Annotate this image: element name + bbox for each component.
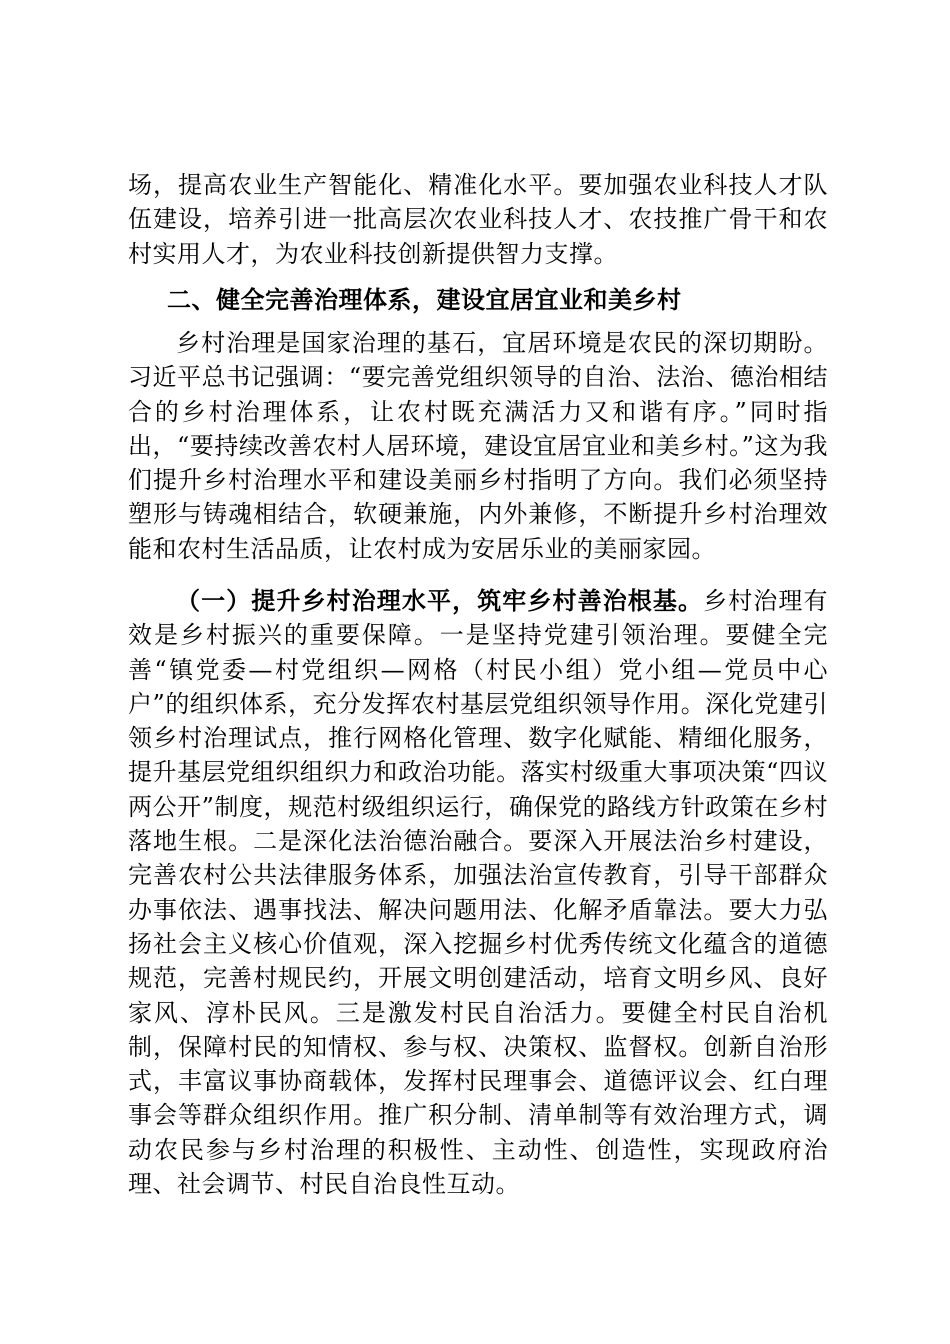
paragraph-subsection-1 xyxy=(128,584,828,1201)
section-heading: 二、健全完善治理体系，建设宜居宜业和美乡村 xyxy=(167,285,682,314)
subsection-body: 乡村治理有效是乡村振兴的重要保障。一是坚持党建引领治理。要健全完善“镇党委—村党组织—网格（村民小组）党小组—党员中心户”的组织体系，充分发挥农村基层党组织领导作用。深化党建引领乡村治理试点，推行网格化管理、数字化赋能、精细化服务，提升基层党组织组织力和政治功能。落实村级重大事项决策“四议两公开”制度，规范村级组织运行，确保党的路线方针政策在乡村落地生根。二是深化法治德治融合。要深入开展法治乡村建设，完善农村公共法律服务体系，加强法治宣传教育，引导干部群众办事依法、遇事找法、解决问题用法、化解矛盾靠法。要大力弘扬社会主义核心价值观，深入挖掘乡村优秀传统文化蕴含的道德规范，完善村规民约，开展文明创建活动，培育文明乡风、良好家风、淳朴民风。三是激发村民自治活力。要健全村民自治机制，保障村民的知情权、参与权、决策权、监督权。创新自治形式，丰富议事协商载体，发挥村民理事会、道德评议会、红白理事会等群众组织作用。推广积分制、清单制等有效治理方式，调动农民参与乡村治理的积极性、主动性、创造性，实现政府治理、社会调节、村民自治良性互动。 xyxy=(128,587,829,1199)
subsection-lead: （一）提升乡村治理水平，筑牢乡村善治根基。 xyxy=(176,586,704,615)
paragraph-intro: 乡村治理是国家治理的基石，宜居环境是农民的深切期盼。习近平总书记强调：“要完善党组织领导的自治、法治、德治相结合的乡村治理体系，让农村既充满活力又和谐有序。”同时指出，“要持续改善农村人居环境，建设宜居宜业和美乡村。”这为我们提升乡村治理水平和建设美丽乡村指明了方向。我们必须坚持塑形与铸魂相结合，软硬兼施，内外兼修，不断提升乡村治理效能和农村生活品质，让农村成为安居乐业的美丽家园。 xyxy=(128,329,828,563)
paragraph-continuation: 场，提高农业生产智能化、精准化水平。要加强农业科技人才队伍建设，培养引进一批高层次农业科技人才、农技推广骨干和农村实用人才，为农业科技创新提供智力支撑。 xyxy=(128,171,828,268)
